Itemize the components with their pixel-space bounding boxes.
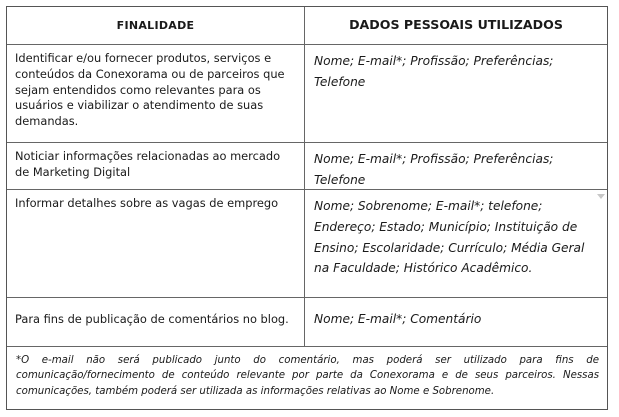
row-3-data-cell[interactable]	[305, 190, 607, 297]
row-1-purpose: Identificar e/ou fornecer produtos, serviços e conteúdos da Conexorama ou de parceiros que sejam entendidos como relevantes para os usuários e viabilizar o atendimento de suas demandas.	[7, 45, 305, 142]
cell-dropdown-icon[interactable]	[597, 194, 605, 199]
row-2-purpose: Noticiar informações relacionadas ao mercado de Marketing Digital	[7, 143, 305, 189]
table-row	[7, 190, 607, 298]
row-3-data[interactable]: Nome; Sobrenome; E-mail*; telefone; Endereço; Estado; Município; Instituição de Ensino; Escolaridade; Currículo; Média Geral na Faculdade; Histórico Acadêmico.	[314, 199, 585, 276]
row-3-purpose: Informar detalhes sobre as vagas de emprego	[7, 190, 305, 297]
personal-data-table	[6, 6, 608, 410]
table-row	[7, 45, 607, 143]
footnote: *O e-mail não será publicado junto do comentário, mas poderá ser utilizado para fins de comunicação/fornecimento de conteúdo relevante por parte da Conexorama e de seus parceiros. Nessas comunicações, também poderá ser utilizada as informações relativas ao Nome e Sobrenome.	[16, 355, 599, 397]
row-1-data: Nome; E-mail*; Profissão; Preferências; Telefone	[314, 54, 554, 89]
table-row	[7, 298, 607, 347]
table-row	[7, 143, 607, 190]
header-purpose: FINALIDADE	[7, 7, 305, 44]
header-data-used: DADOS PESSOAIS UTILIZADOS	[349, 17, 563, 33]
table-header-row	[7, 7, 607, 45]
row-2-data: Nome; E-mail*; Profissão; Preferências; Telefone	[314, 152, 554, 187]
row-4-purpose: Para fins de publicação de comentários no blog.	[7, 298, 305, 346]
row-4-data: Nome; E-mail*; Comentário	[314, 312, 482, 326]
